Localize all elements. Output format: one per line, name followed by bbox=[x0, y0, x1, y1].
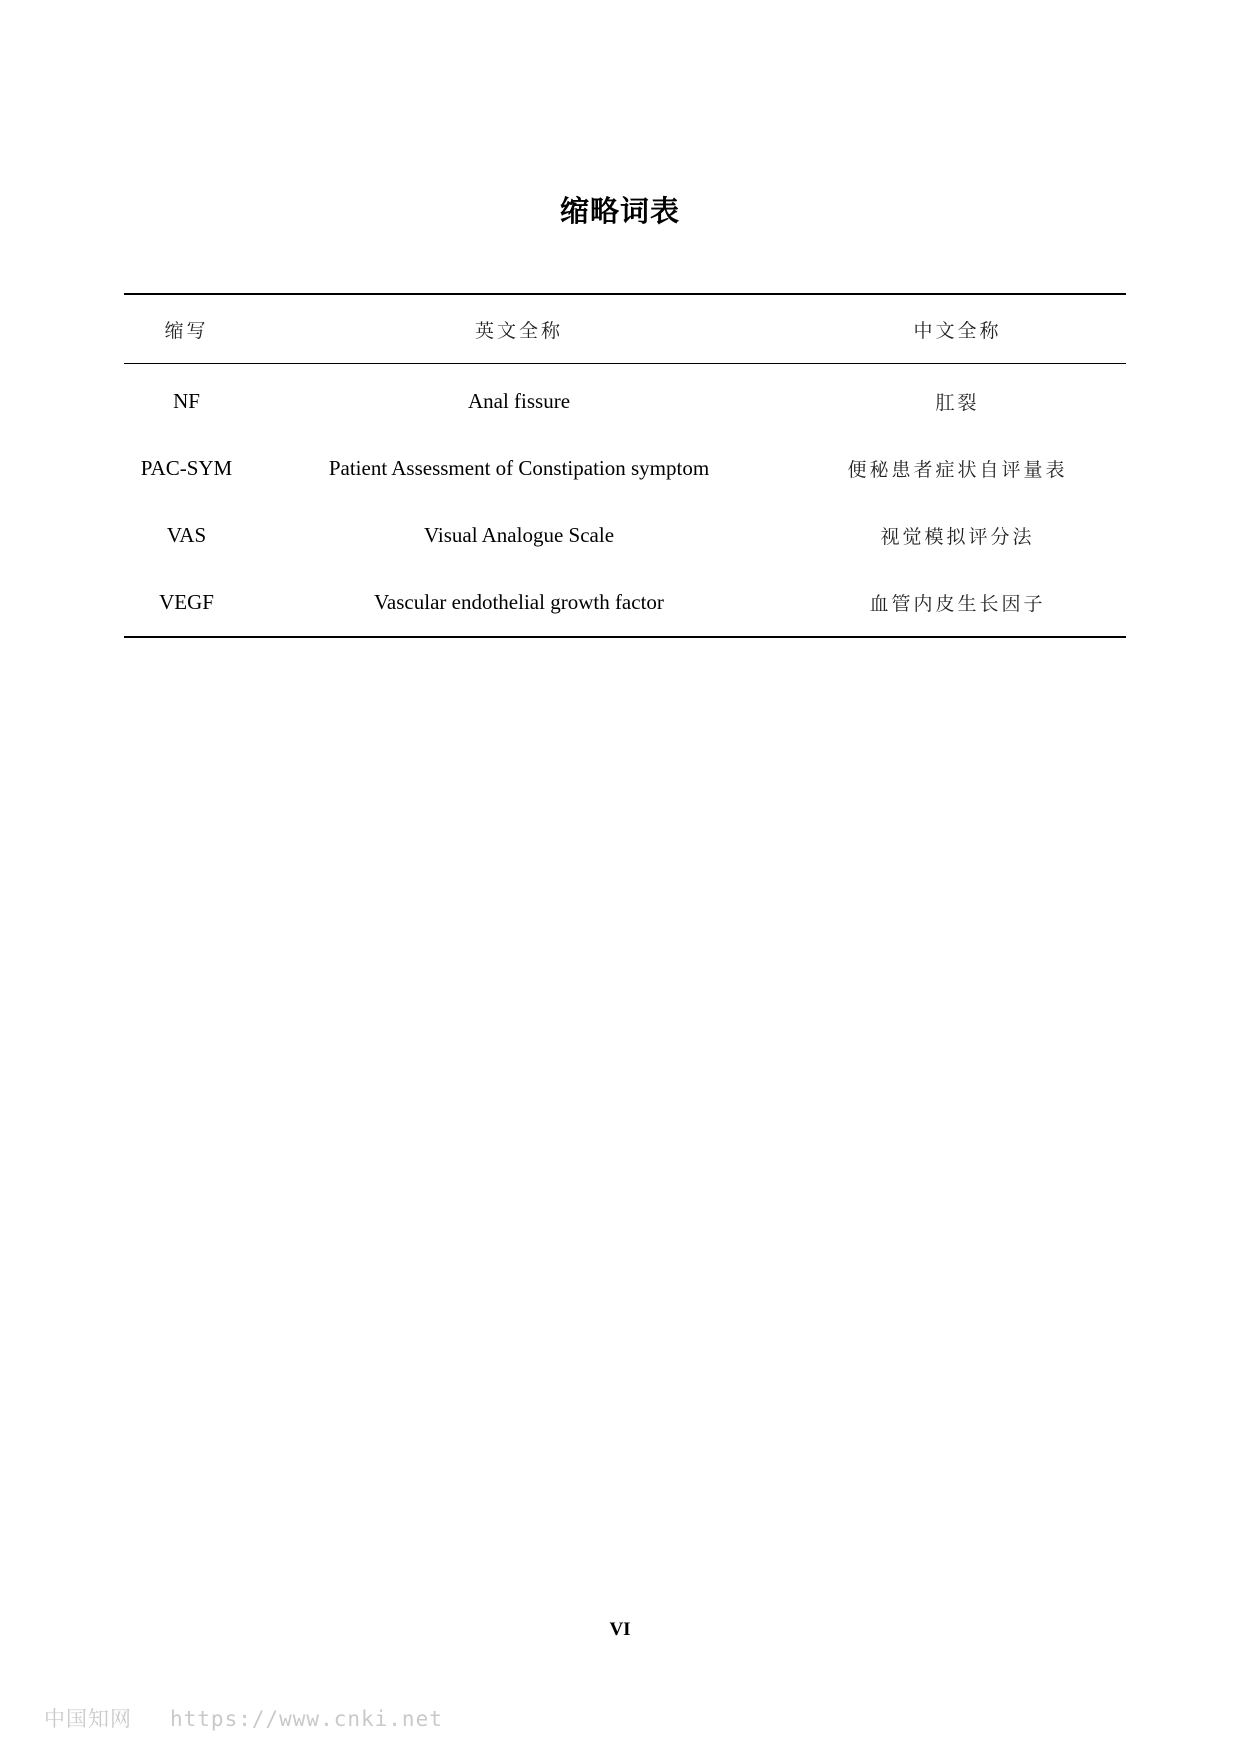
english-name-cell: Patient Assessment of Constipation symptom bbox=[328, 456, 710, 480]
abbreviation-cell: PAC-SYM bbox=[140, 456, 233, 480]
table-row bbox=[124, 502, 1126, 569]
header-english-full-name: 英文全称 bbox=[249, 294, 789, 364]
table-row bbox=[124, 435, 1126, 502]
chinese-name-cell: 血管内皮生长因子 bbox=[869, 593, 1046, 615]
chinese-name-cell: 肛裂 bbox=[935, 392, 980, 414]
abbreviation-cell: VAS bbox=[166, 523, 207, 547]
abbreviation-table bbox=[124, 293, 1126, 638]
table-row bbox=[124, 364, 1126, 436]
chinese-name-cell: 视觉模拟评分法 bbox=[880, 526, 1035, 548]
abbreviation-cell: NF bbox=[173, 389, 200, 413]
watermark-name: 中国知网 bbox=[44, 1707, 132, 1731]
english-name-cell: Anal fissure bbox=[467, 389, 571, 413]
table-header-row bbox=[124, 294, 1126, 364]
header-chinese-full-name: 中文全称 bbox=[789, 294, 1126, 364]
abbreviation-cell: VEGF bbox=[159, 590, 214, 614]
page-number: VI bbox=[609, 1619, 631, 1640]
chinese-name-cell: 便秘患者症状自评量表 bbox=[847, 459, 1068, 481]
table-row bbox=[124, 569, 1126, 637]
watermark bbox=[44, 1703, 443, 1733]
english-name-cell: Visual Analogue Scale bbox=[423, 523, 615, 547]
page-title: 缩略词表 bbox=[559, 194, 680, 229]
header-abbreviation: 缩写 bbox=[124, 294, 249, 364]
watermark-url: https://www.cnki.net bbox=[170, 1707, 443, 1731]
english-name-cell: Vascular endothelial growth factor bbox=[374, 590, 664, 614]
